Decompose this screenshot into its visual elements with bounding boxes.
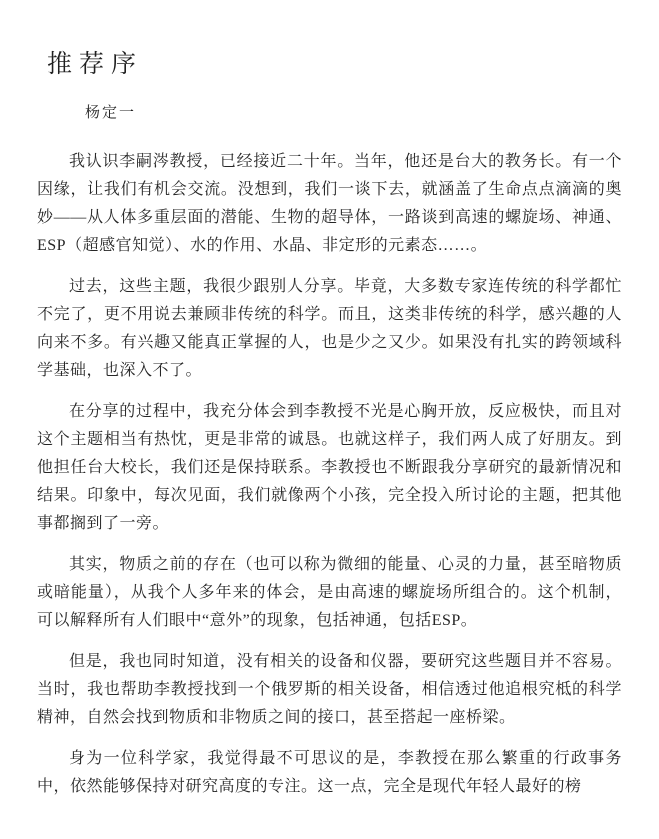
paragraph: 我认识李嗣涔教授，已经接近二十年。当年，他还是台大的教务长。有一个因缘，让我们有机会交流。没想到，我们一谈下去，就涵盖了生命点点滴滴的奥妙——从人体多重层面的潜能、生物的超导体，一路谈到高速的螺旋场、神通、ESP（超感官知觉）、水的作用、水晶、非定形的元素态……。 (37, 152, 622, 254)
document-title: 推荐序 (47, 51, 144, 78)
paragraph: 但是，我也同时知道，没有相关的设备和仪器，要研究这些题目并不容易。当时，我也帮助李教授找到一个俄罗斯的相关设备，相信透过他追根究柢的科学精神，自然会找到物质和非物质之间的接口，甚至搭起一座桥梁。 (37, 652, 622, 726)
paragraph: 在分享的过程中，我充分体会到李教授不光是心胸开放，反应极快，而且对这个主题相当有热忱，更是非常的诚恳。也就这样子，我们两人成了好朋友。到他担任台大校长，我们还是保持联系。李教授也不断跟我分享研究的最新情况和结果。印象中，每次见面，我们就像两个小孩，完全投入所讨论的主题，把其他事都搁到了一旁。 (37, 402, 622, 532)
paragraph: 其实，物质之前的存在（也可以称为微细的能量、心灵的力量，甚至暗物质或暗能量），从我个人多年来的体会，是由高速的螺旋场所组合的。这个机制，可以解释所有人们眼中“意外”的现象，包括神通，包括ESP。 (37, 555, 622, 629)
paragraph: 过去，这些主题，我很少跟别人分享。毕竟，大多数专家连传统的科学都忙不完了，更不用说去兼顾非传统的科学。而且，这类非传统的科学，感兴趣的人向来不多。有兴趣又能真正掌握的人，也是少之又少。如果没有扎实的跨领域科学基础，也深入不了。 (37, 277, 622, 379)
author-name: 杨定一 (85, 105, 137, 121)
paragraph: 身为一位科学家，我觉得最不可思议的是，李教授在那么繁重的行政事务中，依然能够保持对研究高度的专注。这一点，完全是现代年轻人最好的榜 (37, 749, 622, 795)
document-body (37, 148, 622, 801)
